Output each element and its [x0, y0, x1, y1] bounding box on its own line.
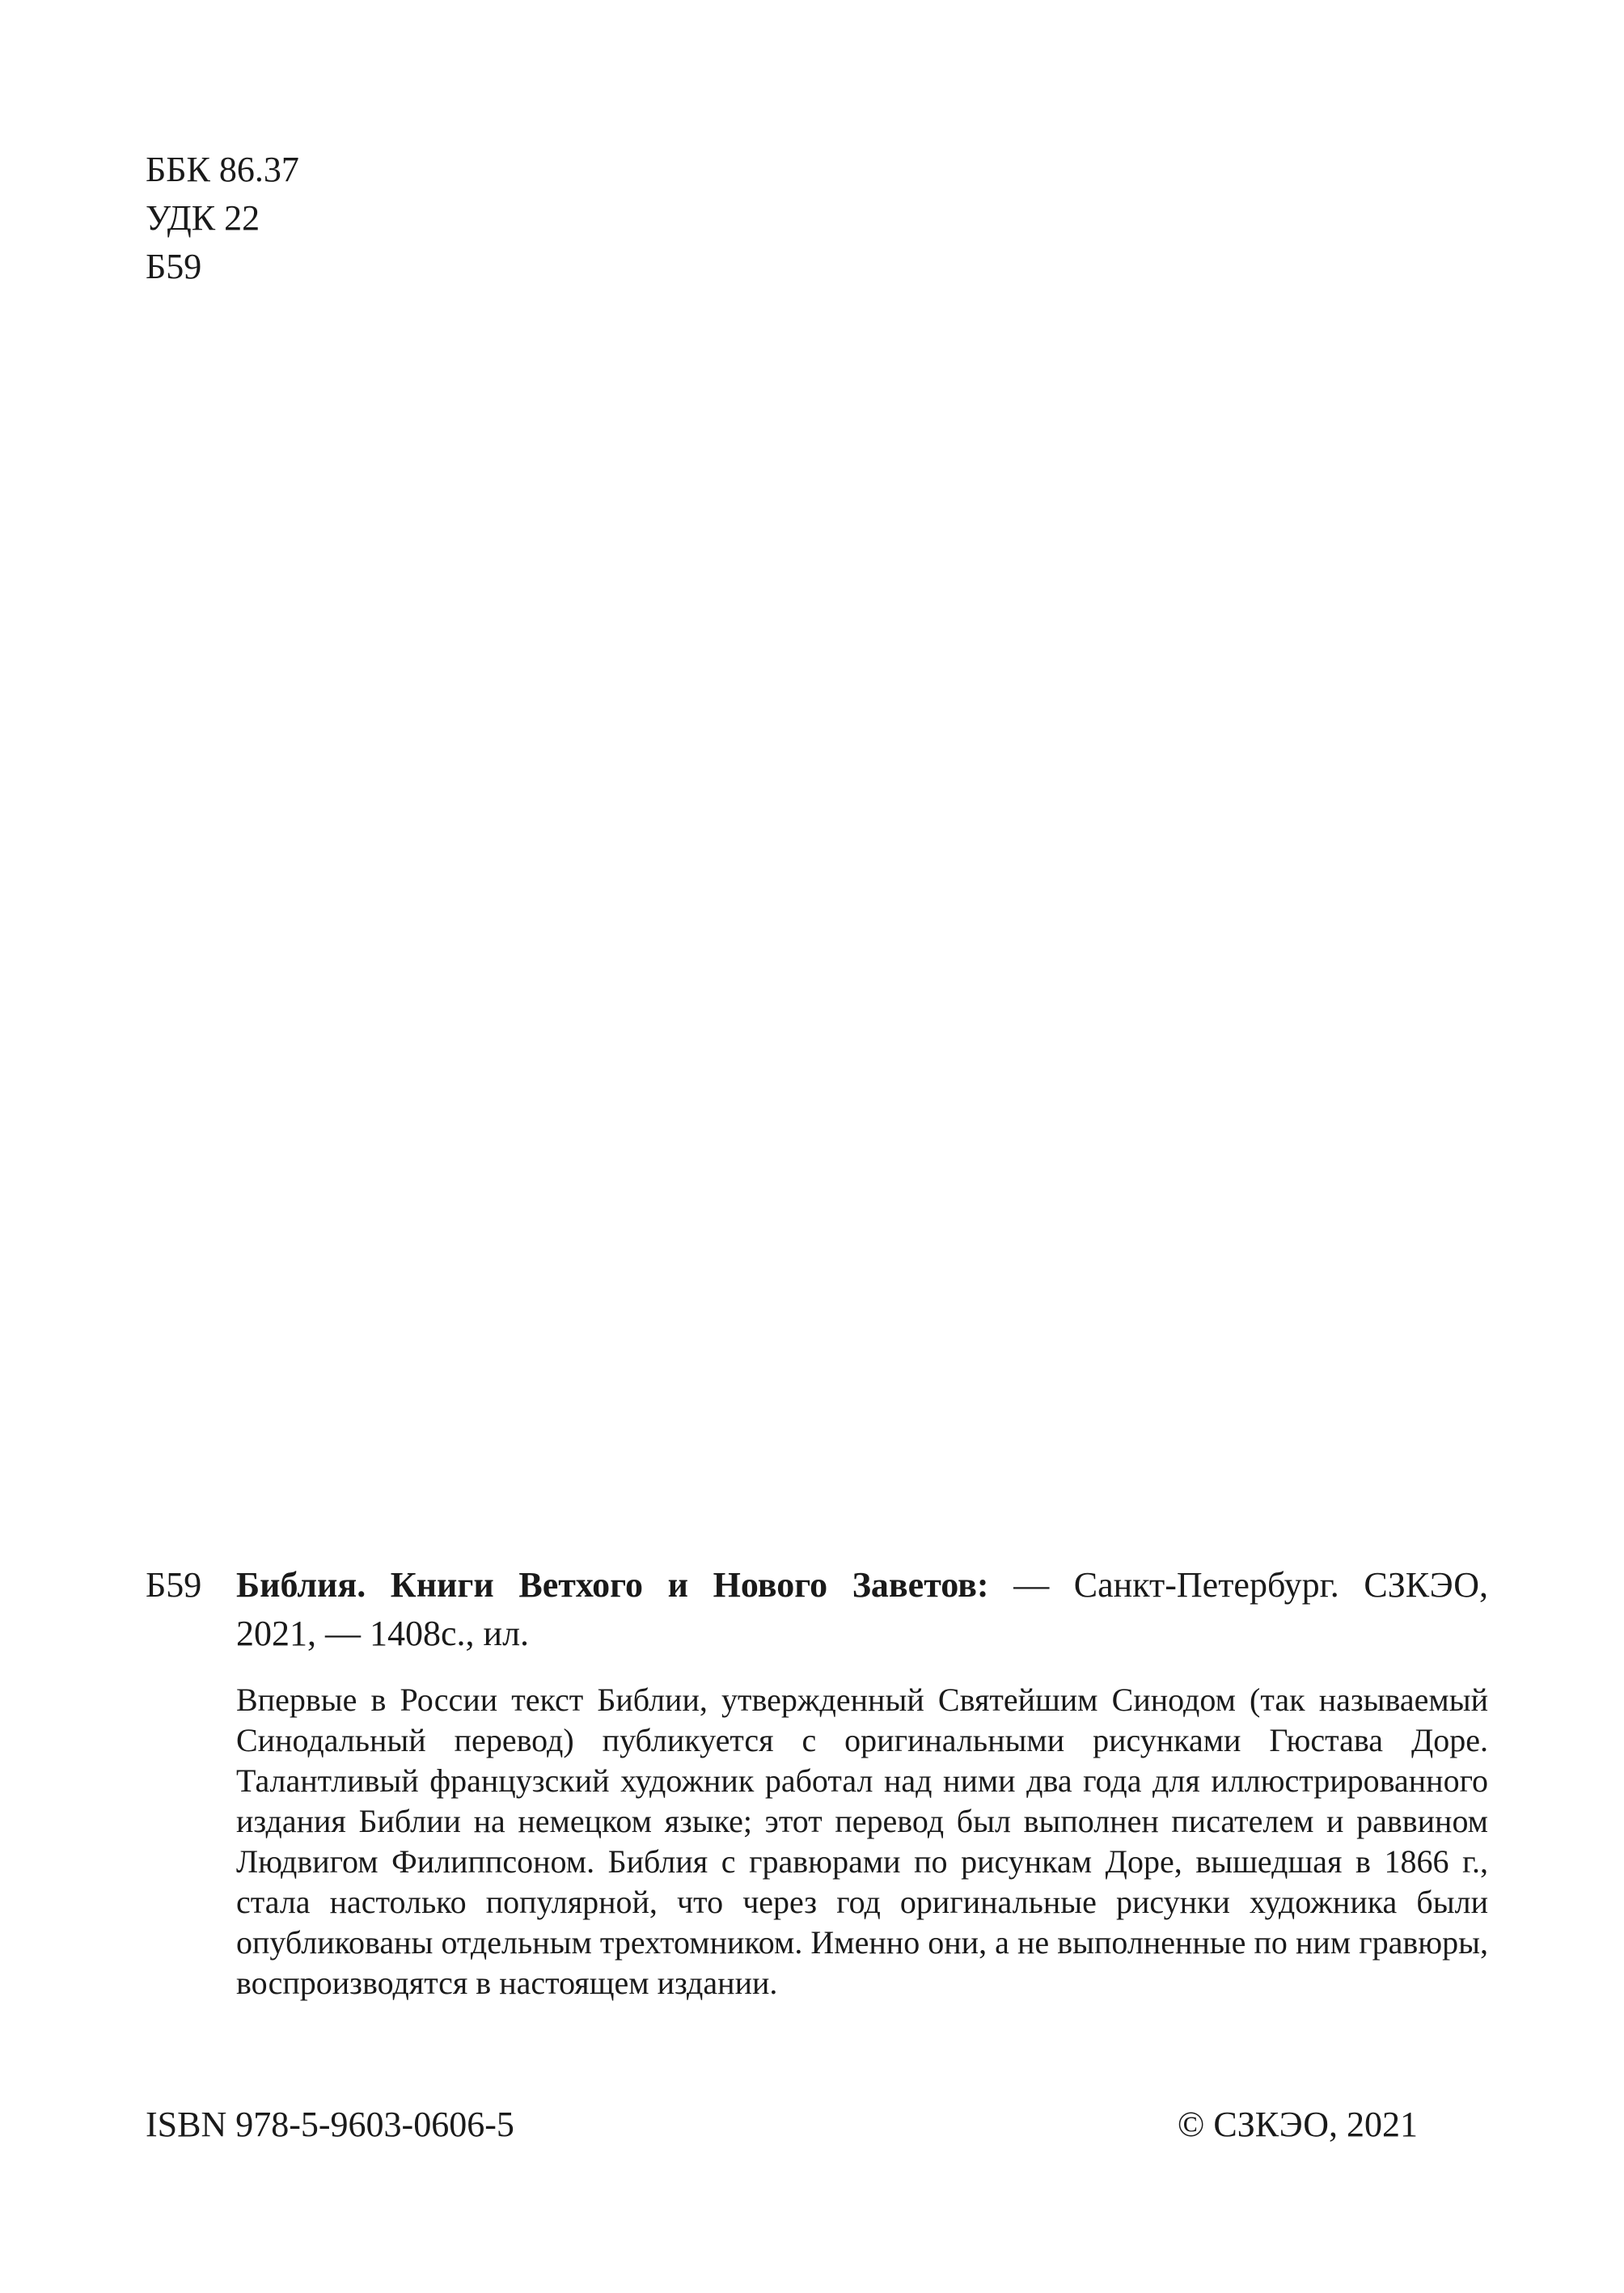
udk-code: УДК 22	[146, 198, 260, 238]
author-mark: Б59	[146, 247, 202, 286]
entry-code: Б59	[146, 1565, 202, 1605]
classification-codes	[146, 146, 299, 291]
isbn: ISBN 978-5-9603-0606-5	[146, 2105, 514, 2144]
imprint-details: 2021, — 1408с., ил.	[236, 1614, 530, 1653]
book-title: Библия. Книги Ветхого и Нового Заветов:	[236, 1565, 989, 1605]
annotation-text: Впервые в России текст Библии, утвержденный Святейшим Синодом (так называемый Синодальный перевод) публикуется с оригинальными рисунками Гюстава Доре. Талантливый французский художник работал над ними два года для иллюстрированного издания Библии на немецком языке; этот перевод был выполнен писателем и раввином Людвигом Филиппсоном. Библия с гравюрами по рисункам Доре, вышедшая в 1866 г., стала настолько популярной, что через год оригинальные рисунки художника были опубликованы отдельным трехтомником. Именно они, а не выполненные по ним гравюры, воспроизводятся в настоящем издании.	[236, 1682, 1488, 2001]
catalog-entry	[146, 1561, 1488, 1658]
imprint-place: — Санкт-Петербург. СЗКЭО,	[988, 1565, 1488, 1605]
copyright: © СЗКЭО, 2021	[1177, 2105, 1418, 2144]
bbk-code: ББК 86.37	[146, 150, 299, 189]
entry-line1	[236, 1561, 1488, 1610]
entry-first-line	[146, 1561, 1488, 1610]
